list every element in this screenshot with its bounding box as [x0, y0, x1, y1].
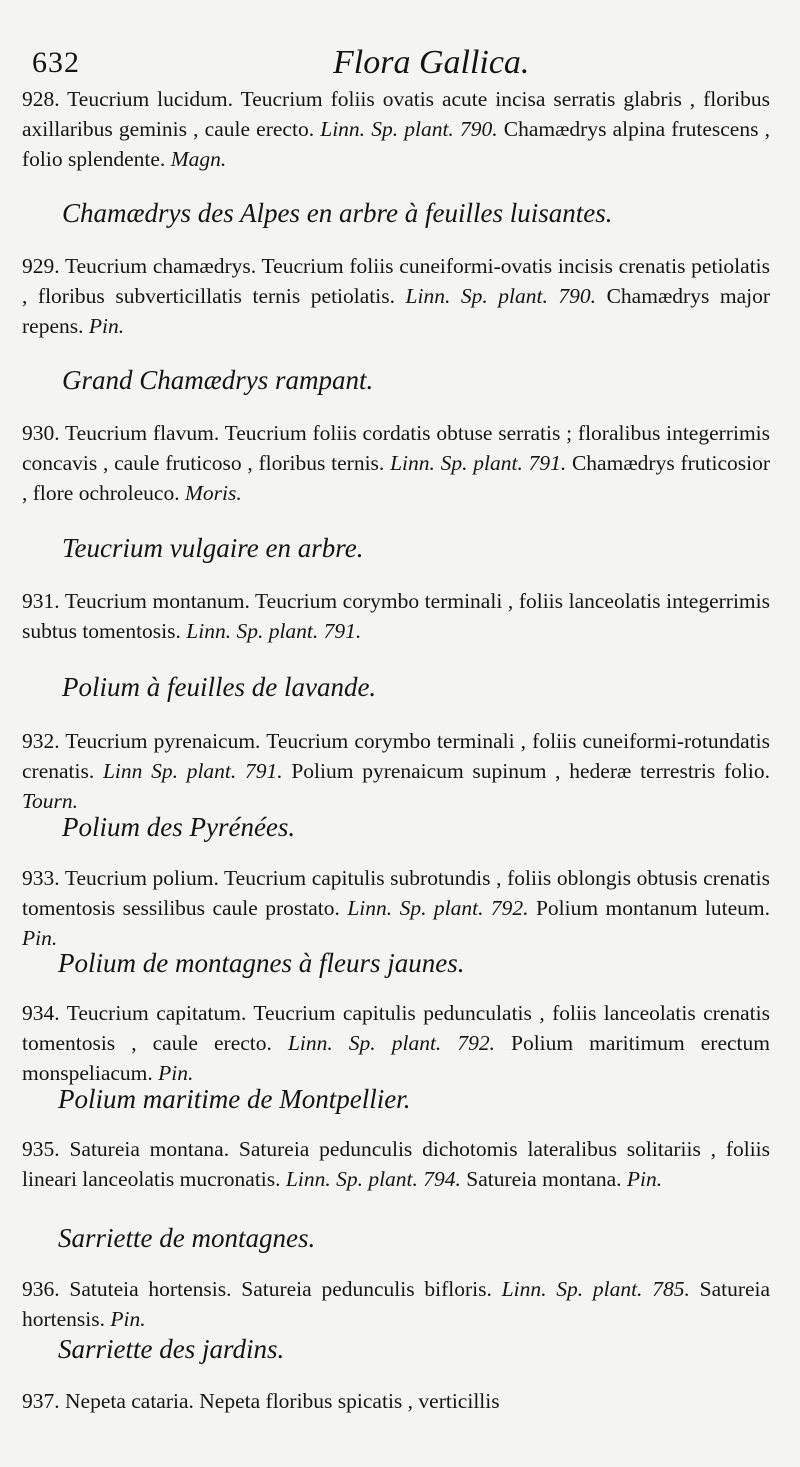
reference: Linn Sp. plant. 791. [102, 759, 283, 783]
reference: Linn. Sp. plant. 794. [285, 1167, 461, 1191]
entry-text [22, 1386, 770, 1416]
description: Teucrium capitulis subrotundis , foliis oblongis obtusis crenatis tomentosis sessilibus caule prostato. [22, 866, 770, 920]
french-name: Polium de montagnes à fleurs jaunes. [58, 948, 465, 978]
french-name: Sarriette des jardins. [58, 1334, 285, 1364]
latin-name: Teucrium montanum. [64, 589, 250, 613]
entry-text [22, 1134, 770, 1194]
synonym-author: Pin. [22, 926, 58, 950]
synonym: Polium maritimum erectum monspeliacum. [22, 1031, 770, 1085]
reference: Linn. Sp. plant. 790. [320, 117, 498, 141]
synonym-author: Pin. [626, 1167, 663, 1191]
description: Teucrium corymbo terminali , foliis lanceolatis integerrimis subtus tomentosis. [22, 589, 770, 643]
synonym: Chamædrys alpina frutescens , folio splendente. [22, 117, 770, 171]
running-title: Flora Gallica. [333, 44, 530, 81]
entry-number: 935. [22, 1137, 60, 1161]
reference: Linn. Sp. plant. 792. [347, 896, 529, 920]
synonym: Chamædrys major repens. [22, 284, 771, 338]
synonym: Polium pyrenaicum supinum , hederæ terrestris folio. [291, 759, 770, 783]
latin-name: Satureia montana. [69, 1137, 230, 1161]
latin-name: Nepeta cataria. [65, 1389, 194, 1413]
description: Teucrium corymbo terminali , foliis cuneiformi-rotundatis crenatis. [22, 729, 770, 783]
french-name: Polium maritime de Montpellier. [58, 1084, 411, 1114]
entry-number: 931. [22, 589, 60, 613]
entry-text [22, 251, 770, 341]
entry-number: 933. [22, 866, 60, 890]
entry-text [22, 84, 770, 174]
entry-number: 928. [22, 87, 60, 111]
french-name: Polium des Pyrénées. [62, 812, 296, 842]
reference: Linn. Sp. plant. 791. [390, 451, 567, 475]
entry-number: 936. [22, 1277, 60, 1301]
synonym-author: Pin. [88, 314, 125, 338]
french-name: Chamædrys des Alpes en arbre à feuilles luisantes. [62, 198, 613, 228]
entry-933 [22, 863, 770, 953]
french-name: Polium à feuilles de lavande. [62, 672, 377, 702]
description: Satureia pedunculis bifloris. [241, 1277, 492, 1301]
synonym-author: Moris. [184, 481, 242, 505]
latin-name: Teucrium flavum. [65, 421, 220, 445]
entry-934 [22, 998, 770, 1088]
reference: Linn. Sp. plant. 791. [186, 619, 362, 643]
synonym: Chamædrys fruticosior , flore ochroleuco. [22, 451, 771, 505]
entry-937 [22, 1386, 770, 1416]
french-name: Grand Chamædrys rampant. [62, 365, 374, 395]
entry-text [22, 726, 770, 816]
entry-text [22, 998, 770, 1088]
entry-936 [22, 1274, 770, 1334]
description: Nepeta floribus spicatis , verticillis [199, 1389, 500, 1413]
entry-text [22, 586, 770, 646]
entry-number: 930. [22, 421, 60, 445]
latin-name: Teucrium capitatum. [66, 1001, 247, 1025]
entry-935 [22, 1134, 770, 1194]
entry-930 [22, 418, 770, 508]
synonym-author: Pin. [158, 1061, 194, 1085]
synonym-author: Magn. [170, 147, 227, 171]
synonym-author: Tourn. [22, 789, 78, 813]
entry-932 [22, 726, 770, 816]
entry-text [22, 863, 770, 953]
description: Teucrium capitulis pedunculatis , foliis lanceolatis crenatis tomentosis , caule erecto. [22, 1001, 770, 1055]
reference: Linn. Sp. plant. 790. [405, 284, 597, 308]
entry-text [22, 1274, 770, 1334]
latin-name: Teucrium pyrenaicum. [65, 729, 261, 753]
description: Teucrium foliis ovatis acute incisa serratis glabris , floribus axillaribus geminis , caule erecto. [22, 87, 770, 141]
entry-text [22, 418, 770, 508]
description: Teucrium foliis cuneiformi-ovatis incisis crenatis petiolatis , floribus subverticillatis ternis petiolatis. [22, 254, 771, 308]
latin-name: Teucrium chamædrys. [65, 254, 257, 278]
entry-number: 934. [22, 1001, 60, 1025]
entry-931 [22, 586, 770, 646]
description: Teucrium foliis cordatis obtuse serratis ; floralibus integerrimis concavis , caule fruticoso , floribus ternis. [22, 421, 771, 475]
page-number: 632 [32, 46, 80, 79]
entry-number: 929. [22, 254, 60, 278]
french-name: Teucrium vulgaire en arbre. [62, 533, 364, 563]
synonym: Satureia montana. [466, 1167, 622, 1191]
reference: Linn. Sp. plant. 785. [501, 1277, 690, 1301]
description: Satureia pedunculis dichotomis lateralibus solitariis , foliis lineari lanceolatis mucronatis. [22, 1137, 771, 1191]
latin-name: Satuteia hortensis. [69, 1277, 232, 1301]
entry-number: 932. [22, 729, 60, 753]
entry-928 [22, 84, 770, 174]
latin-name: Teucrium lucidum. [67, 87, 234, 111]
latin-name: Teucrium polium. [64, 866, 219, 890]
reference: Linn. Sp. plant. 792. [287, 1031, 495, 1055]
page-header [28, 42, 788, 88]
entry-929 [22, 251, 770, 341]
synonym-author: Pin. [110, 1307, 146, 1331]
synonym: Satureia hortensis. [22, 1277, 771, 1331]
french-name: Sarriette de montagnes. [58, 1223, 316, 1253]
synonym: Polium montanum luteum. [535, 896, 771, 920]
entry-number: 937. [22, 1389, 60, 1413]
